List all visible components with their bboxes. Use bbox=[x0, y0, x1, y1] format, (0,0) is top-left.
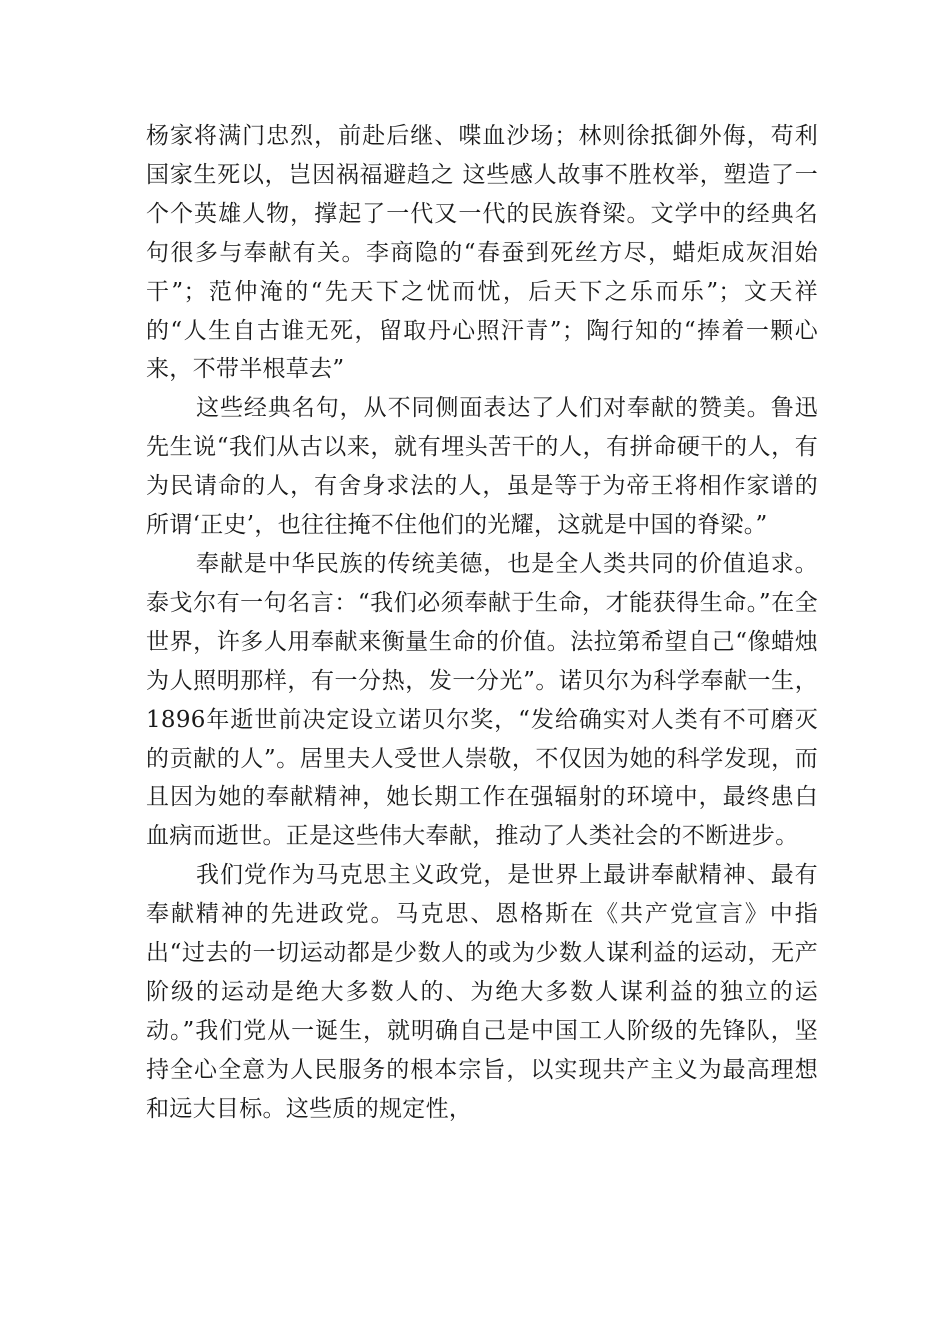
body-text bbox=[146, 117, 818, 1129]
paragraph-2: 这些经典名句，从不同侧面表达了人们对奉献的赞美。鲁迅先生说“我们从古以来，就有埋头苦干的人，有拼命硬干的人，有为民请命的人，有舍身求法的人，虽是等于为帝王将相作家谱的所谓‘正史’，也往往掩不住他们的光耀，这就是中国的脊梁。” bbox=[146, 395, 818, 539]
paragraph-4: 我们党作为马克思主义政党，是世界上最讲奉献精神、最有奉献精神的先进政党。马克思、恩格斯在《共产党宣言》中指出“过去的一切运动都是少数人的或为少数人谋利益的运动，无产阶级的运动是绝大多数人的、为绝大多数人谋利益的独立的运动。”我们党从一诞生，就明确自己是中国工人阶级的先锋队，坚持全心全意为人民服务的根本宗旨，以实现共产主义为最高理想和远大目标。这些质的规定性， bbox=[146, 862, 818, 1122]
paragraph-1: 杨家将满门忠烈，前赴后继、喋血沙场；林则徐抵御外侮，苟利国家生死以，岂因祸福避趋之 这些感人故事不胜枚举，塑造了一个个英雄人物，撑起了一代又一代的民族脊梁。文学中的经典名句很多与奉献有关。李商隐的“春蚕到死丝方尽，蜡炬成灰泪始干”；范仲淹的“先天下之忧而忧，后天下之乐而乐”；文天祥的“人生自古谁无死，留取丹心照汗青”；陶行知的“捧着一颗心来，不带半根草去” bbox=[146, 123, 818, 383]
paragraph-3: 奉献是中华民族的传统美德，也是全人类共同的价值追求。泰戈尔有一句名言：“我们必须奉献于生命，才能获得生命。”在全世界，许多人用奉献来衡量生命的价值。法拉第希望自己“像蜡烛为人照明那样，有一分热，发一分光”。诺贝尔为科学奉献一生，1896年逝世前决定设立诺贝尔奖，“发给确实对人类有不可磨灭的贡献的人”。居里夫人受世人崇敬，不仅因为她的科学发现，而且因为她的奉献精神，她长期工作在强辐射的环境中，最终患白血病而逝世。正是这些伟大奉献，推动了人类社会的不断进步。 bbox=[146, 550, 818, 850]
